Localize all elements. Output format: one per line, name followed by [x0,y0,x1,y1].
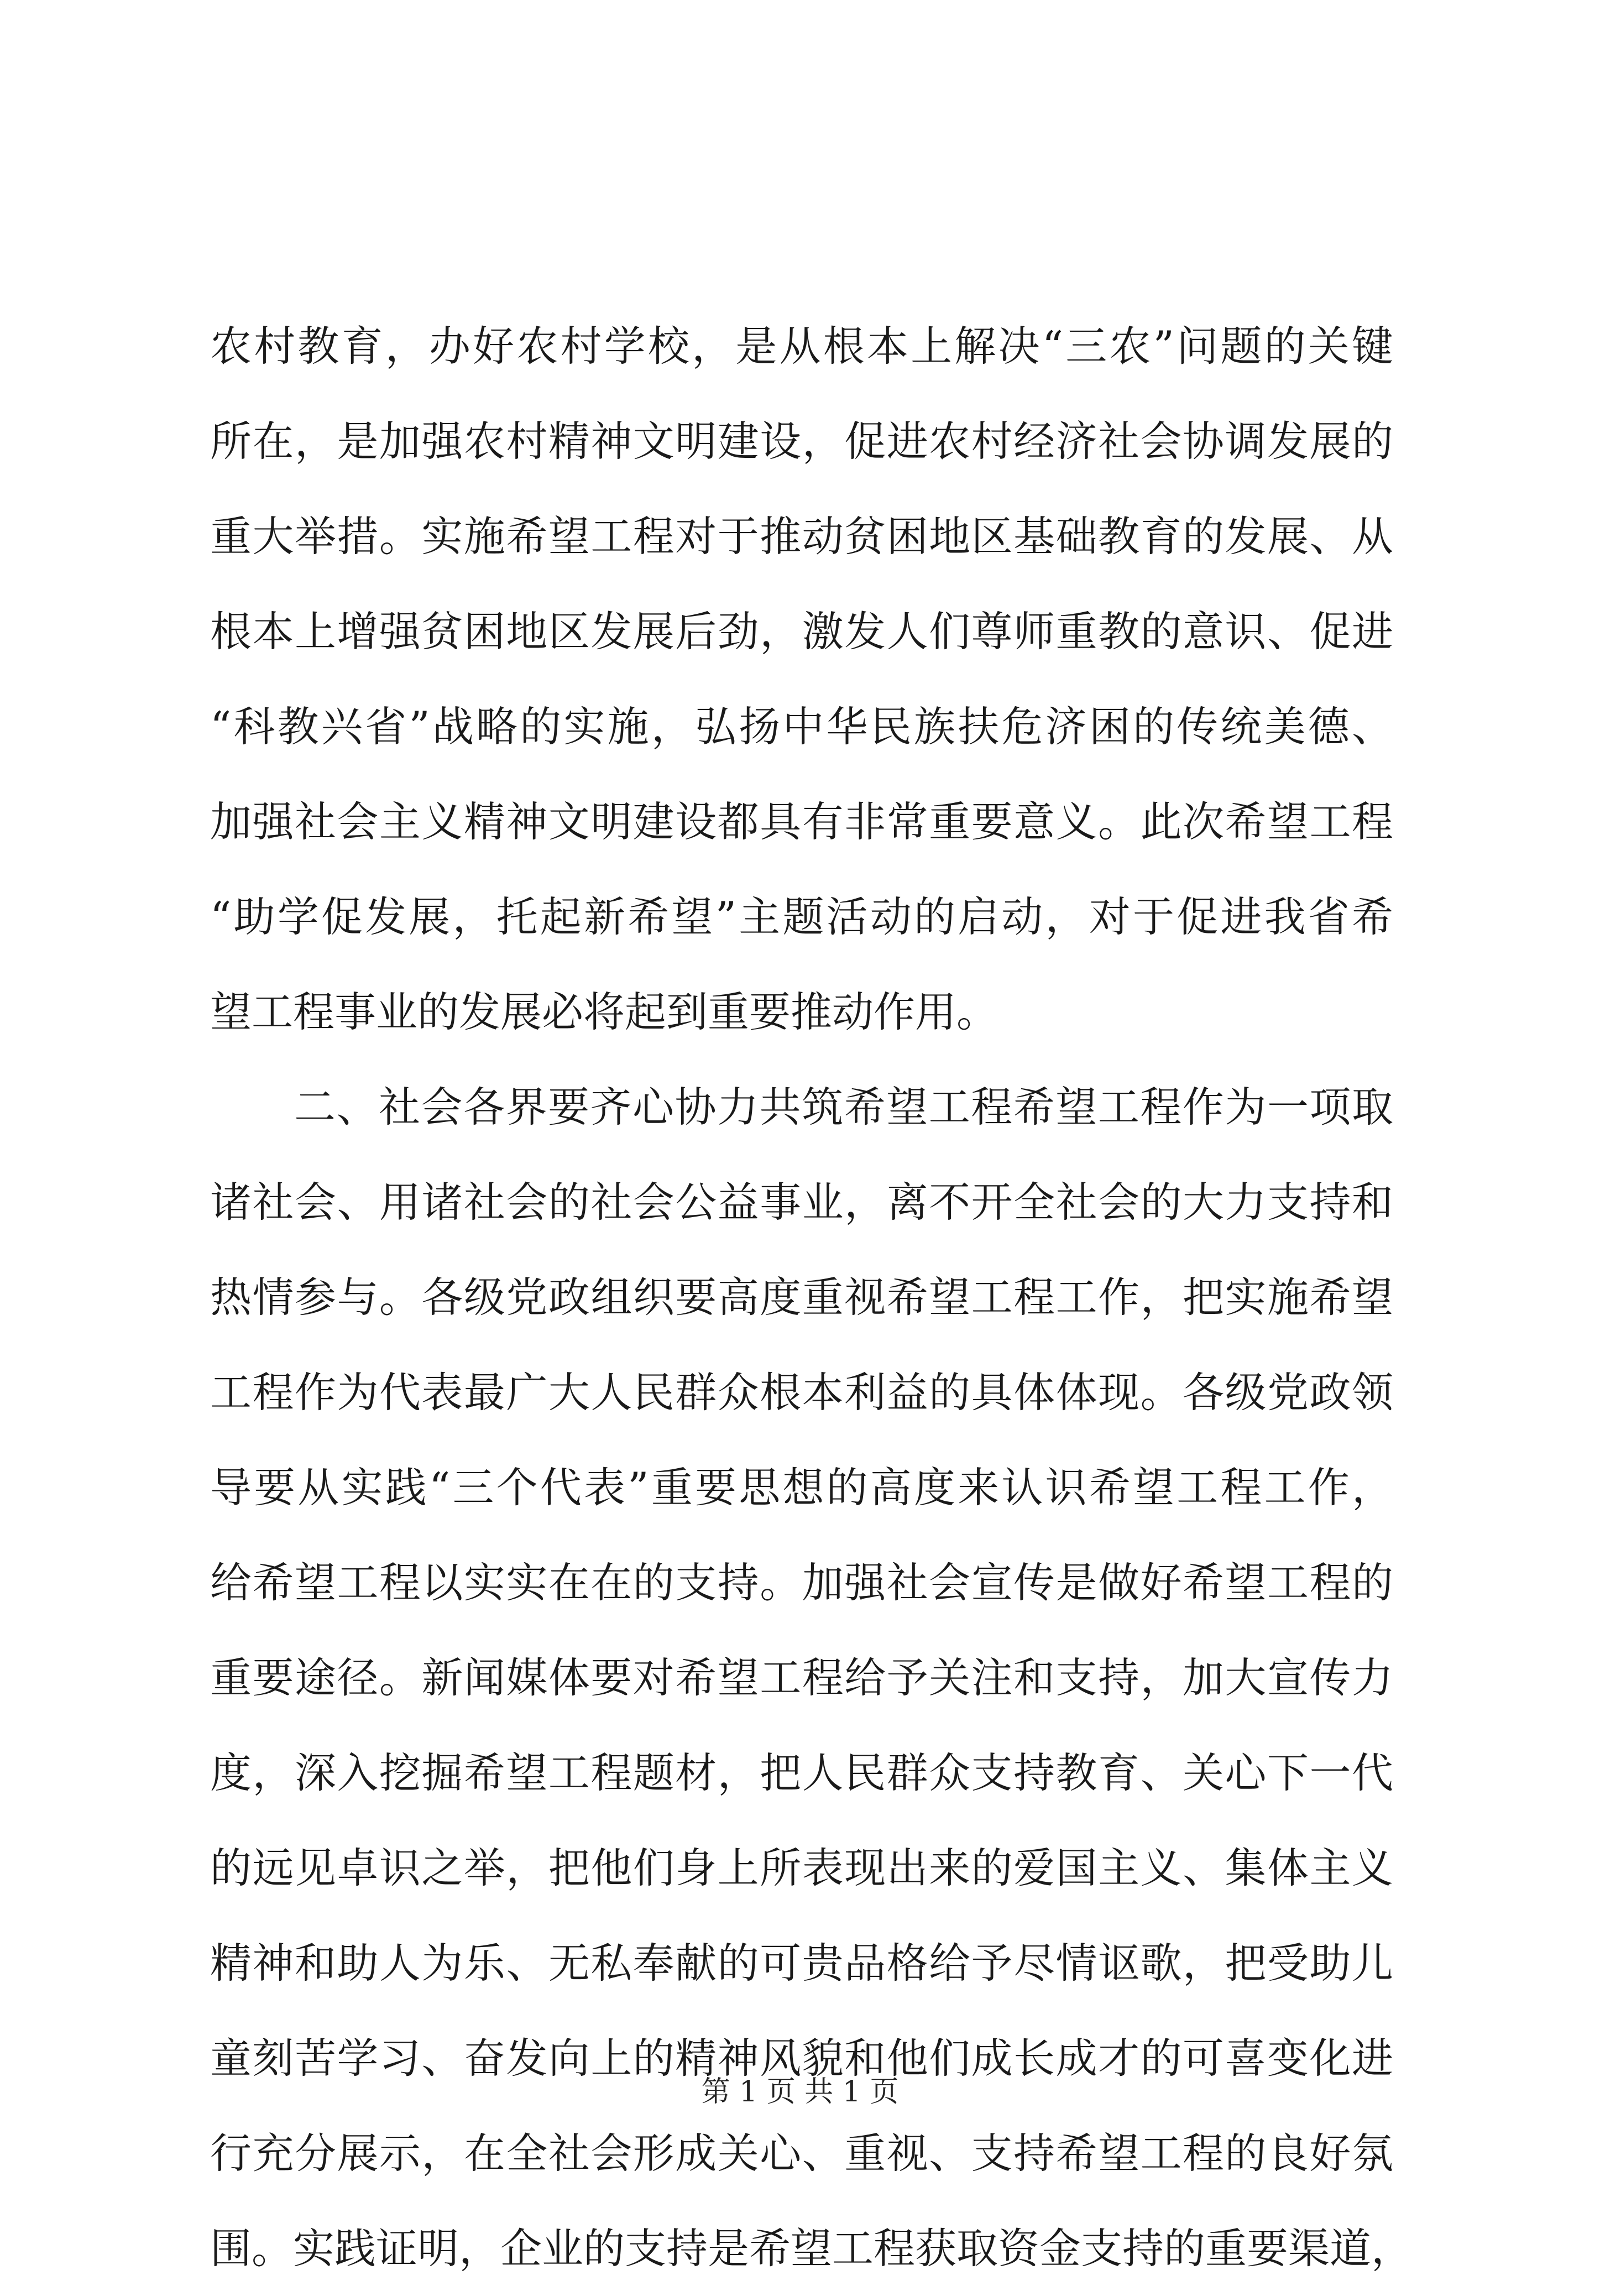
text-line: “科教兴省”战略的实施，弘扬中华民族扶危济困的传统美德、 [210,702,1393,751]
text-line: 望工程事业的发展必将起到重要推动作用。 [210,988,998,1036]
text-line: 行充分展示，在全社会形成关心、重视、支持希望工程的良好氛 [210,2129,1393,2178]
text-line: 给希望工程以实实在在的支持。加强社会宣传是做好希望工程的 [210,1558,1393,1607]
text-line: 精神和助人为乐、无私奉献的可贵品格给予尽情讴歌，把受助儿 [210,1939,1393,1987]
text-line: 度，深入挖掘希望工程题材，把人民群众支持教育、关心下一代 [210,1749,1393,1797]
text-line: 农村教育，办好农村学校，是从根本上解决“三农”问题的关键 [210,322,1393,371]
text-line: 围。实践证明，企业的支持是希望工程获取资金支持的重要渠道， [210,2224,1413,2273]
text-line: 诸社会、用诸社会的社会公益事业，离不开全社会的大力支持和 [210,1178,1393,1227]
text-line: “助学促发展，托起新希望”主题活动的启动，对于促进我省希 [210,893,1393,941]
paragraph-first-line: 二、社会各界要齐心协力共筑希望工程希望工程作为一项取 [294,1083,1393,1131]
body-text [210,299,1413,2296]
text-line: 童刻苦学习、奋发向上的精神风貌和他们成长成才的可喜变化进 [210,2034,1393,2083]
text-line: 工程作为代表最广大人民群众根本利益的具体体现。各级党政领 [210,1368,1393,1417]
page-footer: 第 1 页 共 1 页 [701,2075,899,2109]
text-line: 所在，是加强农村精神文明建设，促进农村经济社会协调发展的 [210,417,1393,466]
text-line: 重要途径。新闻媒体要对希望工程给予关注和支持，加大宣传力 [210,1653,1393,1702]
text-line: 加强社会主义精神文明建设都具有非常重要意义。此次希望工程 [210,797,1393,846]
text-line: 根本上增强贫困地区发展后劲，激发人们尊师重教的意识、促进 [210,607,1393,656]
text-line: 的远见卓识之举，把他们身上所表现出来的爱国主义、集体主义 [210,1844,1393,1892]
text-line: 热情参与。各级党政组织要高度重视希望工程工作，把实施希望 [210,1273,1393,1322]
text-line: 重大举措。实施希望工程对于推动贫困地区基础教育的发展、从 [210,512,1393,561]
text-line: 导要从实践“三个代表”重要思想的高度来认识希望工程工作， [210,1463,1393,1512]
